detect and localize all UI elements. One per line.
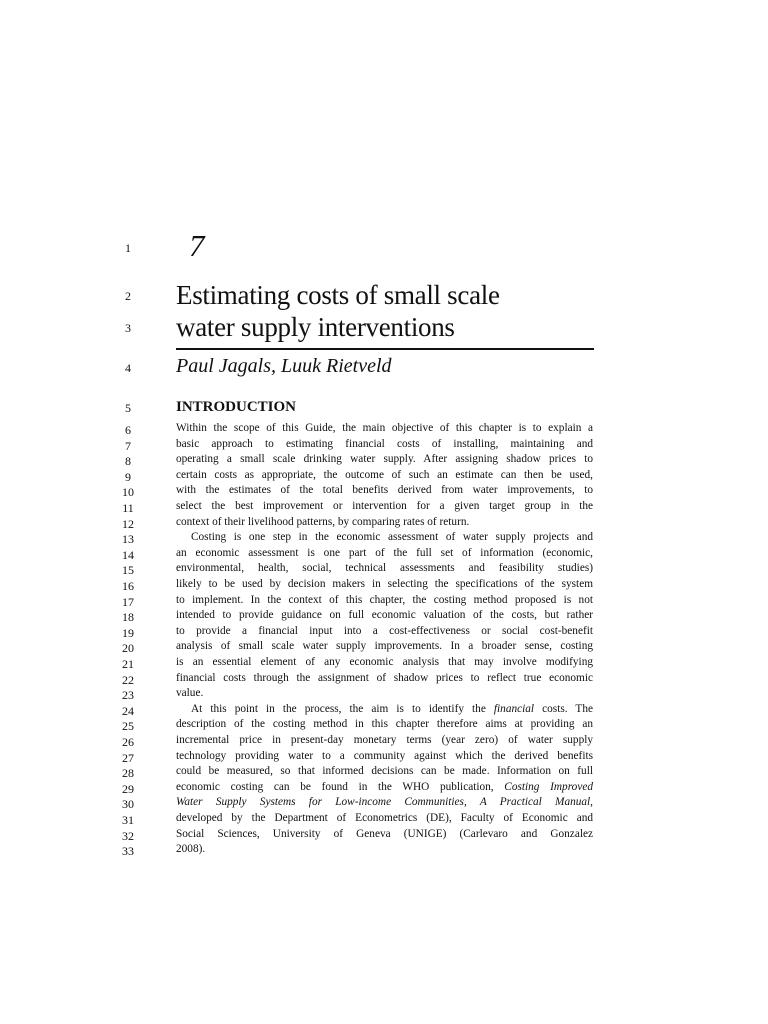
body-line <box>176 780 593 796</box>
text-run: environmental, health, social, technical assessments and feasibility studies) <box>176 562 593 575</box>
text-run: operating a small scale drinking water supply. After assigning shadow prices to <box>176 453 593 466</box>
body-line <box>176 733 593 749</box>
line-number: 7 <box>125 438 131 453</box>
line-number: 10 <box>122 485 134 500</box>
line-number: 12 <box>122 516 134 531</box>
body-line <box>176 452 593 468</box>
body-line <box>176 546 593 562</box>
line-number: 17 <box>122 594 134 609</box>
text-run: context of their livelihood patterns, by comparing rates of return. <box>176 515 470 528</box>
italic-text: Water Supply Systems for Low-income Communities, A Practical Manual, <box>176 796 593 809</box>
chapter-title-line-2: water supply interventions <box>176 312 455 342</box>
line-number: 13 <box>122 532 134 547</box>
body-line <box>176 671 593 687</box>
text-run: technology providing water to a community against which the derived benefits <box>176 749 593 762</box>
italic-text: Costing Improved <box>504 780 593 793</box>
body-line <box>176 561 593 577</box>
text-run: description of the costing method in this chapter therefore aims at providing an <box>176 718 593 731</box>
text-run: intended to provide guidance on full economic valuation of the costs, but rather <box>176 609 593 622</box>
line-number: 22 <box>122 672 134 687</box>
text-run: could be measured, so that informed decisions can be made. Information on full <box>176 765 593 778</box>
text-run: developed by the Department of Econometrics (DE), Faculty of Economic and <box>176 812 593 824</box>
text-run: Costing is one step in the economic assessment of water supply projects and <box>191 531 593 544</box>
text-run: basic approach to estimating financial costs of installing, maintaining and <box>176 437 593 450</box>
body-line <box>176 468 593 484</box>
line-number: 18 <box>122 610 134 625</box>
line-number: 33 <box>122 844 134 859</box>
line-number: 23 <box>122 688 134 703</box>
line-number: 4 <box>125 361 131 375</box>
line-number: 3 <box>125 321 131 335</box>
body-line <box>176 795 593 811</box>
text-run: with the estimates of the total benefits derived from water improvements, to <box>176 484 593 497</box>
text-run: certain costs as appropriate, the outcome of such an estimate can then be used, <box>176 468 593 481</box>
chapter-title-line-1: Estimating costs of small scale <box>176 280 500 310</box>
text-run: At this point in the process, the aim is to identify the <box>191 702 494 715</box>
line-number: 30 <box>122 797 134 812</box>
line-number: 11 <box>122 501 134 515</box>
body-line <box>191 530 593 546</box>
body-line <box>176 624 593 640</box>
body-line <box>176 686 593 702</box>
body-line <box>176 842 593 858</box>
body-line <box>176 639 593 655</box>
text-run: 2008). <box>176 843 206 856</box>
body-line <box>176 515 593 531</box>
body-line <box>176 764 593 780</box>
line-number: 2 <box>125 289 131 303</box>
line-number: 20 <box>122 641 134 656</box>
line-number: 8 <box>125 454 131 469</box>
text-run: is an essential element of any economic analysis that may involve modifying <box>176 656 593 668</box>
body-line <box>176 811 593 827</box>
title-rule <box>176 348 594 350</box>
body-line <box>191 702 593 718</box>
line-number: 14 <box>122 547 134 562</box>
body-line <box>176 421 593 437</box>
line-number: 24 <box>122 703 134 718</box>
line-number: 16 <box>122 579 134 593</box>
body-line <box>176 499 593 515</box>
chapter-authors: Paul Jagals, Luuk Rietveld <box>176 355 392 377</box>
body-line <box>176 827 593 843</box>
line-number: 1 <box>125 241 131 255</box>
text-run: Social Sciences, University of Geneva (UNIGE) (Carlevaro and Gonzalez <box>176 827 593 840</box>
text-run: likely to be used by decision makers in selecting the specifications of the system <box>176 578 593 590</box>
body-line <box>176 655 593 671</box>
text-run: analysis of small scale water supply improvements. In a broader sense, costing <box>176 640 593 653</box>
text-run: incremental price in present-day monetary terms (year zero) of water supply <box>176 734 593 746</box>
line-number: 25 <box>122 719 134 734</box>
line-number: 9 <box>125 469 131 484</box>
line-number: 31 <box>122 813 134 827</box>
line-number: 21 <box>122 657 134 671</box>
text-run: financial costs through the assignment of shadow prices to reflect true economic <box>176 671 593 684</box>
line-number: 5 <box>125 401 131 415</box>
body-line <box>176 608 593 624</box>
text-run: economic costing can be found in the WHO publication, <box>176 780 505 793</box>
body-line <box>176 717 593 733</box>
body-line <box>176 437 593 453</box>
line-number: 15 <box>122 563 134 578</box>
text-run: select the best improvement or intervention for a given target group in the <box>176 500 593 512</box>
text-run: to implement. In the context of this chapter, the costing method proposed is not <box>176 593 593 606</box>
body-line <box>176 483 593 499</box>
text-run: value. <box>176 687 204 700</box>
line-number: 28 <box>122 766 134 781</box>
section-heading: INTRODUCTION <box>176 399 297 415</box>
body-line <box>176 749 593 765</box>
text-run: Within the scope of this Guide, the main objective of this chapter is to explain a <box>176 422 593 434</box>
line-number: 29 <box>122 781 134 796</box>
line-number: 27 <box>122 750 134 765</box>
line-number: 32 <box>122 828 134 843</box>
chapter-number: 7 <box>189 228 205 263</box>
line-number: 19 <box>122 625 134 640</box>
line-number: 6 <box>125 423 131 437</box>
text-run: costs. The <box>534 702 593 715</box>
italic-text: financial <box>493 702 535 715</box>
text-run: to provide a financial input into a cost-effectiveness or social cost-benefit <box>176 624 593 637</box>
text-run: an economic assessment is one part of the full set of information (economic, <box>176 546 593 559</box>
line-number: 26 <box>122 735 134 749</box>
body-line <box>176 577 593 593</box>
body-line <box>176 593 593 609</box>
